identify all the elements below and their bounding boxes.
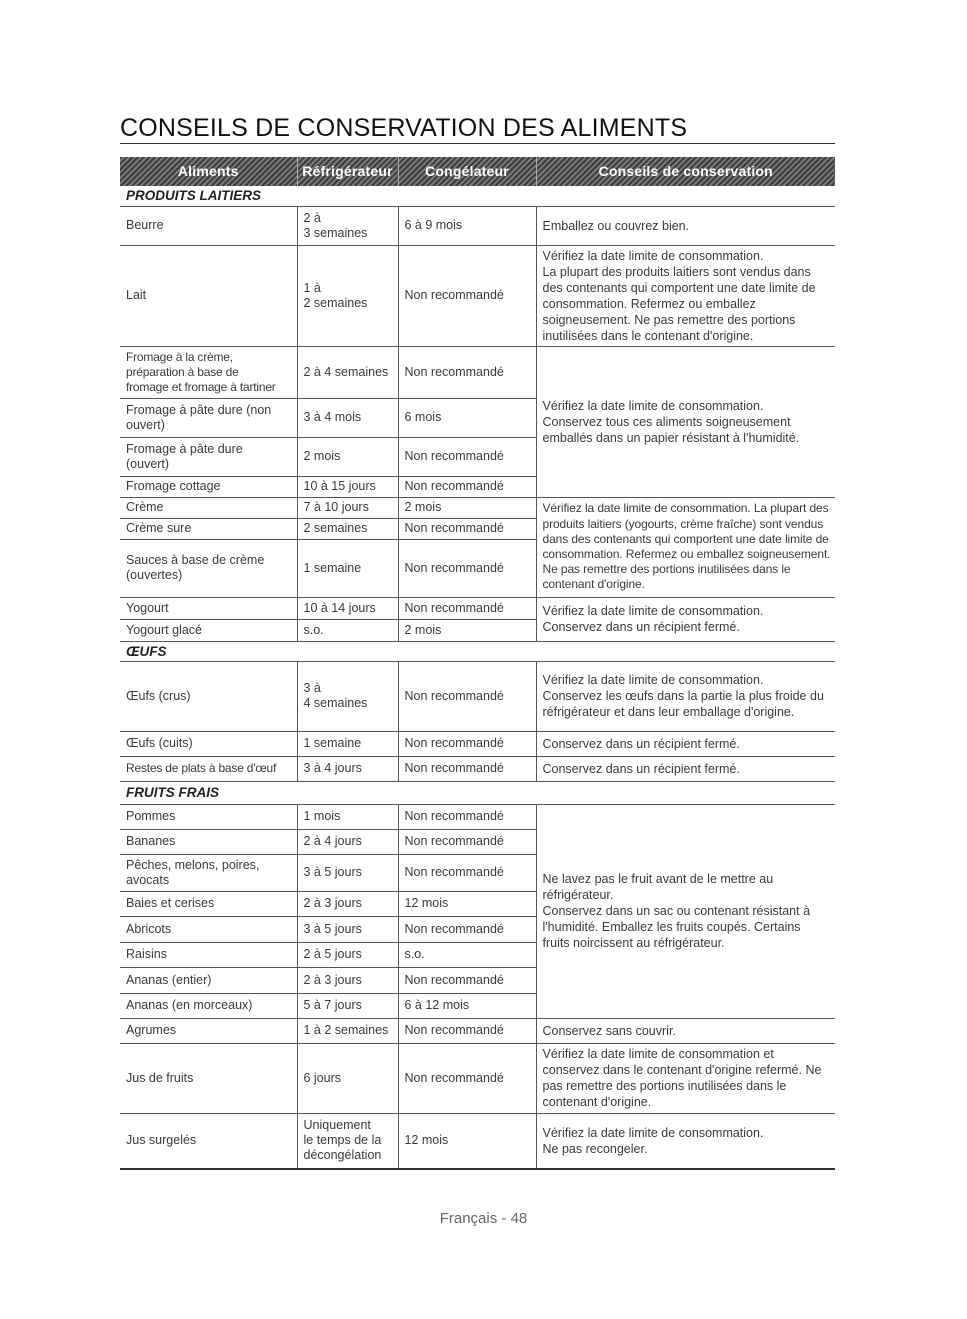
- freezer-cell: Non recommandé: [398, 437, 536, 476]
- freezer-cell: Non recommandé: [398, 1018, 536, 1043]
- fridge-cell: 2 à 5 jours: [297, 942, 398, 967]
- fridge-cell: 1 mois: [297, 804, 398, 829]
- header-aliments: Aliments: [120, 157, 297, 186]
- freezer-cell: Non recommandé: [398, 916, 536, 942]
- freezer-cell: Non recommandé: [398, 245, 536, 346]
- freezer-cell: Non recommandé: [398, 597, 536, 619]
- food-cell: Fromage à la crème, préparation à base de fromage et fromage à tartiner: [120, 346, 297, 398]
- food-cell: Yogourt: [120, 597, 297, 619]
- table-row: [120, 597, 835, 619]
- food-cell: Abricots: [120, 916, 297, 942]
- fridge-cell: 10 à 15 jours: [297, 476, 398, 497]
- food-cell: Ananas (entier): [120, 967, 297, 993]
- freezer-cell: Non recommandé: [398, 731, 536, 756]
- fridge-cell: 2 à 3 semaines: [297, 206, 398, 245]
- fridge-cell: 2 à 4 semaines: [297, 346, 398, 398]
- food-cell: Fromage cottage: [120, 476, 297, 497]
- table-row: [120, 756, 835, 781]
- tip-cell: Vérifiez la date limite de consommation. La plupart des produits laitiers sont vendus dans des contenants qui comportent une date limite de consommation. Refermez ou emballez soigneusement. Ne pas remettre des portions inutilisées dans le contenant d'origine.: [536, 245, 835, 346]
- fridge-cell: 2 à 3 jours: [297, 891, 398, 916]
- fridge-cell: s.o.: [297, 619, 398, 641]
- fridge-cell: 3 à 5 jours: [297, 916, 398, 942]
- freezer-cell: Non recommandé: [398, 804, 536, 829]
- freezer-cell: Non recommandé: [398, 518, 536, 539]
- freezer-cell: Non recommandé: [398, 829, 536, 854]
- header-conseils: Conseils de conservation: [536, 157, 835, 186]
- freezer-cell: 6 à 12 mois: [398, 993, 536, 1018]
- fridge-cell: 3 à 4 mois: [297, 398, 398, 437]
- table-row: [120, 346, 835, 398]
- tip-cell: Conservez dans un récipient fermé.: [536, 756, 835, 781]
- food-cell: Restes de plats à base d'œuf: [120, 756, 297, 781]
- storage-table: [120, 157, 835, 1170]
- page-title: CONSEILS DE CONSERVATION DES ALIMENTS: [120, 114, 688, 142]
- category-label: FRUITS FRAIS: [120, 781, 835, 804]
- freezer-cell: 12 mois: [398, 1113, 536, 1169]
- tip-cell: Conservez sans couvrir.: [536, 1018, 835, 1043]
- food-cell: Pêches, melons, poires, avocats: [120, 854, 297, 891]
- food-cell: Crème: [120, 497, 297, 518]
- food-cell: Crème sure: [120, 518, 297, 539]
- food-cell: Pommes: [120, 804, 297, 829]
- table-row: [120, 1043, 835, 1113]
- freezer-cell: Non recommandé: [398, 1043, 536, 1113]
- fridge-cell: 1 à 2 semaines: [297, 1018, 398, 1043]
- tip-cell: Vérifiez la date limite de consommation. Conservez les œufs dans la partie la plus froide du réfrigérateur et dans leur emballage d'origine.: [536, 661, 835, 731]
- freezer-cell: s.o.: [398, 942, 536, 967]
- freezer-cell: Non recommandé: [398, 539, 536, 597]
- table-row: [120, 731, 835, 756]
- page-footer: Français - 48: [439, 1210, 528, 1227]
- fridge-cell: 3 à 4 semaines: [297, 661, 398, 731]
- freezer-cell: Non recommandé: [398, 346, 536, 398]
- tip-cell: Ne lavez pas le fruit avant de le mettre au réfrigérateur. Conservez dans un sac ou contenant résistant à l'humidité. Emballez les fruits coupés. Certains fruits noircissent au réfrigérateur.: [536, 804, 835, 1018]
- freezer-cell: 2 mois: [398, 497, 536, 518]
- freezer-cell: Non recommandé: [398, 661, 536, 731]
- header-congelateur: Congélateur: [398, 157, 536, 186]
- fridge-cell: 6 jours: [297, 1043, 398, 1113]
- food-cell: Yogourt glacé: [120, 619, 297, 641]
- fridge-cell: 2 à 4 jours: [297, 829, 398, 854]
- fridge-cell: 1 à 2 semaines: [297, 245, 398, 346]
- food-cell: Baies et cerises: [120, 891, 297, 916]
- tip-cell: Vérifiez la date limite de consommation. Conservez dans un récipient fermé.: [536, 597, 835, 641]
- food-cell: Agrumes: [120, 1018, 297, 1043]
- fridge-cell: 1 semaine: [297, 731, 398, 756]
- fridge-cell: 2 à 3 jours: [297, 967, 398, 993]
- food-cell: Raisins: [120, 942, 297, 967]
- tip-cell: Vérifiez la date limite de consommation. La plupart des produits laitiers (yogourts, crème fraîche) sont vendus dans des contenants qui comportent une date limite de consommation. Refermez ou emballez soigneusement. Ne pas remettre des portions inutilisées dans le contenant d'origine.: [536, 497, 835, 597]
- fridge-cell: 1 semaine: [297, 539, 398, 597]
- table-row: [120, 245, 835, 346]
- food-cell: Œufs (crus): [120, 661, 297, 731]
- food-cell: Fromage à pâte dure (ouvert): [120, 437, 297, 476]
- table-row: [120, 206, 835, 245]
- food-cell: Beurre: [120, 206, 297, 245]
- freezer-cell: Non recommandé: [398, 476, 536, 497]
- table-row: [120, 497, 835, 518]
- title-rule: [120, 143, 835, 144]
- freezer-cell: 2 mois: [398, 619, 536, 641]
- table-row: [120, 661, 835, 731]
- freezer-cell: 12 mois: [398, 891, 536, 916]
- food-cell: Fromage à pâte dure (non ouvert): [120, 398, 297, 437]
- tip-cell: Vérifiez la date limite de consommation et conservez dans le contenant d'origine refermé. Ne pas remettre des portions inutilisées dans le contenant d'origine.: [536, 1043, 835, 1113]
- freezer-cell: Non recommandé: [398, 756, 536, 781]
- fridge-cell: 2 mois: [297, 437, 398, 476]
- food-cell: Jus surgelés: [120, 1113, 297, 1169]
- tip-cell: Vérifiez la date limite de consommation. Ne pas recongeler.: [536, 1113, 835, 1169]
- category-row: [120, 641, 835, 661]
- table-row: [120, 1113, 835, 1169]
- header-row: [120, 157, 835, 186]
- tip-cell: Conservez dans un récipient fermé.: [536, 731, 835, 756]
- category-label: ŒUFS: [120, 641, 835, 661]
- food-cell: Lait: [120, 245, 297, 346]
- category-row: [120, 781, 835, 804]
- freezer-cell: 6 à 9 mois: [398, 206, 536, 245]
- fridge-cell: 5 à 7 jours: [297, 993, 398, 1018]
- table-row: [120, 1018, 835, 1043]
- category-label: PRODUITS LAITIERS: [120, 186, 835, 206]
- fridge-cell: 10 à 14 jours: [297, 597, 398, 619]
- fridge-cell: Uniquement le temps de la décongélation: [297, 1113, 398, 1169]
- freezer-cell: Non recommandé: [398, 967, 536, 993]
- header-refrigerateur: Réfrigérateur: [297, 157, 398, 186]
- fridge-cell: 7 à 10 jours: [297, 497, 398, 518]
- food-cell: Jus de fruits: [120, 1043, 297, 1113]
- fridge-cell: 3 à 5 jours: [297, 854, 398, 891]
- freezer-cell: Non recommandé: [398, 854, 536, 891]
- food-cell: Sauces à base de crème (ouvertes): [120, 539, 297, 597]
- food-cell: Ananas (en morceaux): [120, 993, 297, 1018]
- fridge-cell: 3 à 4 jours: [297, 756, 398, 781]
- category-row: [120, 186, 835, 206]
- freezer-cell: 6 mois: [398, 398, 536, 437]
- tip-cell: Emballez ou couvrez bien.: [536, 206, 835, 245]
- tip-cell: Vérifiez la date limite de consommation. Conservez tous ces aliments soigneusement emballés dans un papier résistant à l'humidité.: [536, 346, 835, 497]
- table-row: [120, 804, 835, 829]
- fridge-cell: 2 semaines: [297, 518, 398, 539]
- food-cell: Bananes: [120, 829, 297, 854]
- food-cell: Œufs (cuits): [120, 731, 297, 756]
